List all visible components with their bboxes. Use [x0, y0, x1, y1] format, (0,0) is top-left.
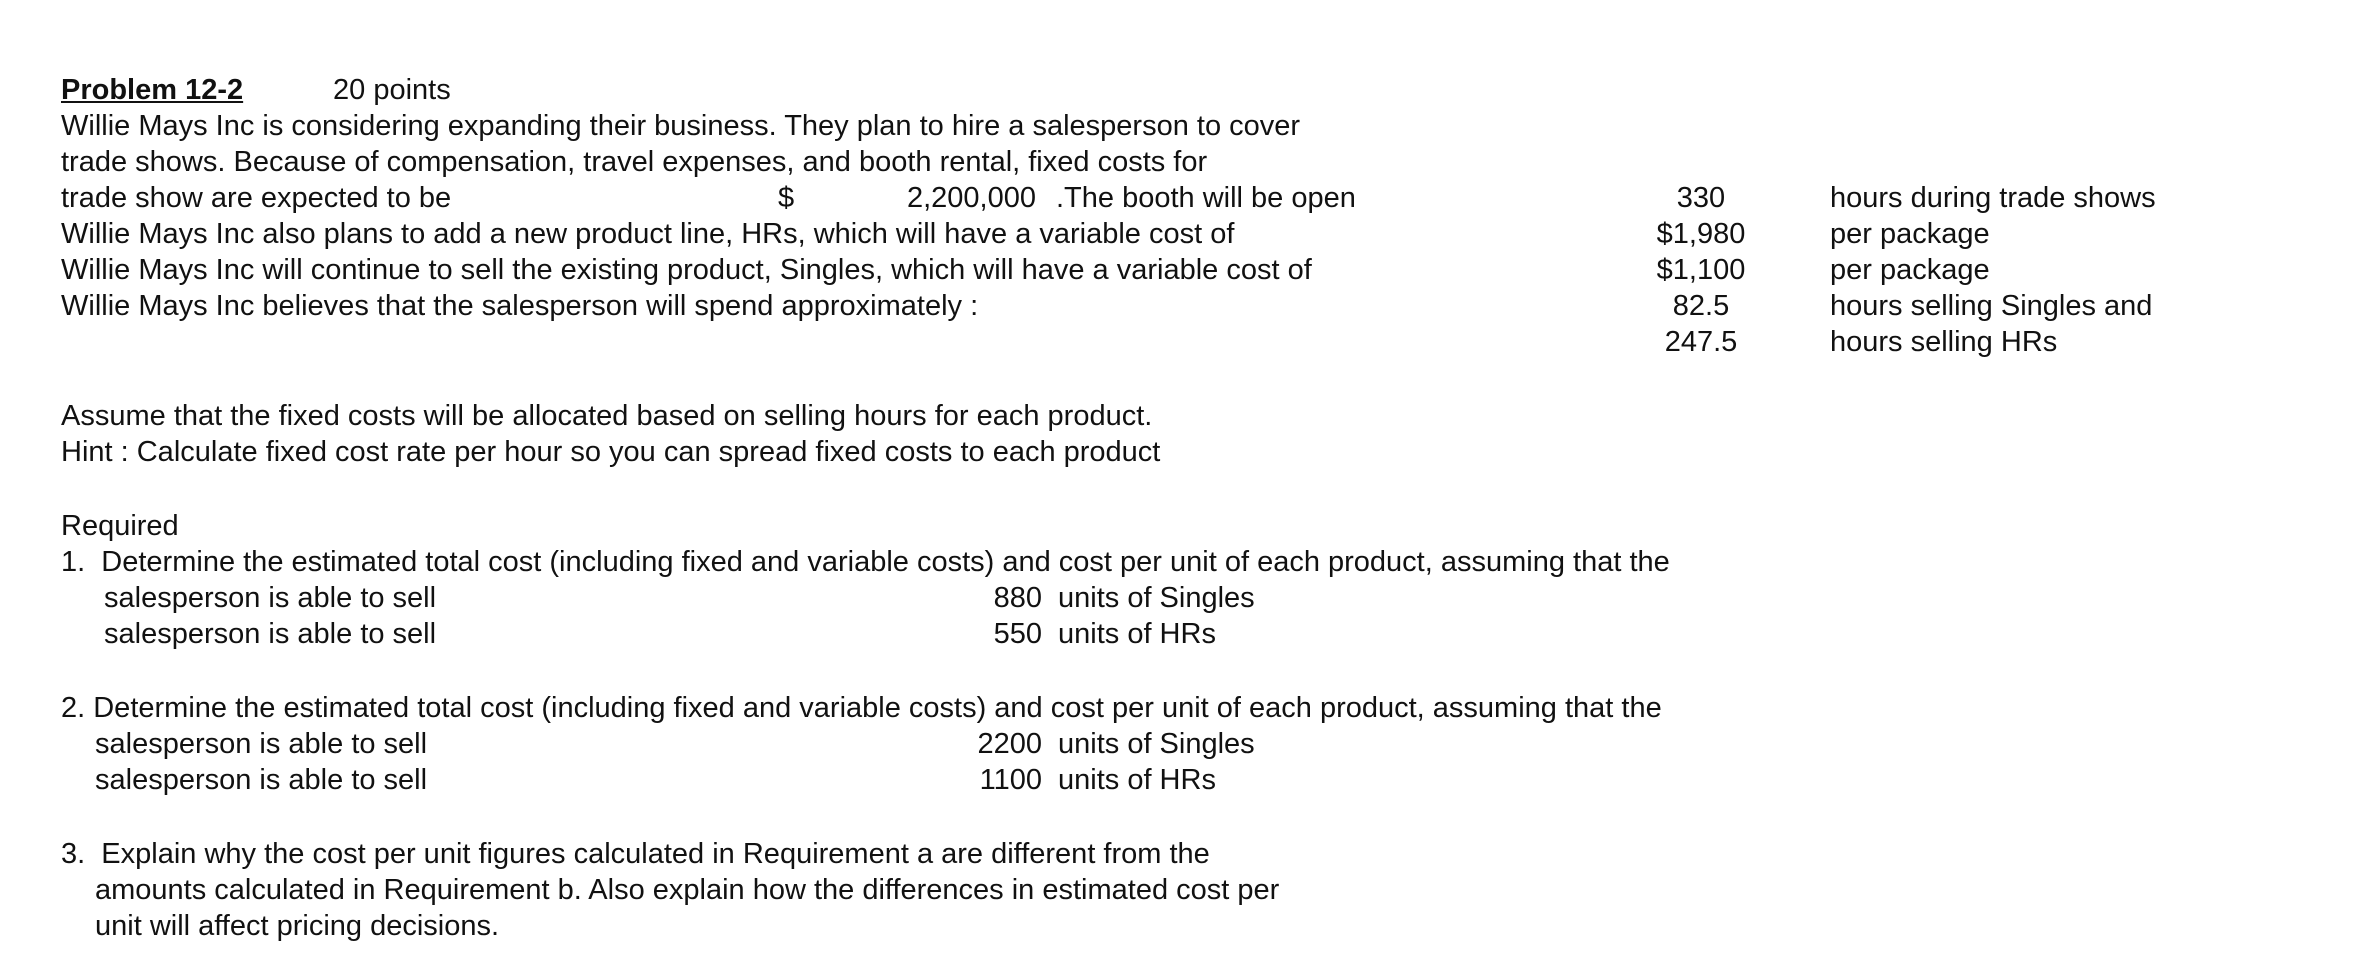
- booth-hours-value: 330: [1676, 182, 1726, 214]
- hrs-hours-value: 247.5: [1664, 326, 1738, 358]
- q1-row2-label: salesperson is able to sell: [104, 618, 437, 650]
- singles-cost-label: per package: [1830, 254, 1990, 286]
- singles-hours-value: 82.5: [1672, 290, 1730, 322]
- assumption-line-1: Assume that the fixed costs will be allocated based on selling hours for each product.: [61, 400, 1153, 432]
- intro-line-1: Willie Mays Inc is considering expanding their business. They plan to hire a salesperson to cover: [61, 110, 1301, 142]
- intro-line-2: trade shows. Because of compensation, travel expenses, and booth rental, fixed costs for: [61, 146, 1208, 178]
- problem-points: 20 points: [333, 74, 451, 106]
- intro-line-4: Willie Mays Inc also plans to add a new product line, HRs, which will have a variable cost of: [61, 218, 1235, 250]
- booth-open-text: .The booth will be open: [1056, 182, 1356, 214]
- hrs-cost-label: per package: [1830, 218, 1990, 250]
- question-2-text: 2. Determine the estimated total cost (including fixed and variable costs) and cost per unit of each product, assuming that the: [61, 692, 1662, 724]
- q2-row2-label: salesperson is able to sell: [95, 764, 428, 796]
- question-3-line-2: amounts calculated in Requirement b. Also explain how the differences in estimated cost per: [95, 874, 1280, 906]
- singles-hours-label: hours selling Singles and: [1830, 290, 2153, 322]
- q1-singles-units: 880: [993, 582, 1042, 614]
- question-3-line-3: unit will affect pricing decisions.: [95, 910, 500, 942]
- currency-symbol: $: [778, 182, 795, 214]
- q2-hrs-units: 1100: [979, 764, 1042, 796]
- required-heading: Required: [61, 510, 179, 542]
- q2-singles-units: 2200: [977, 728, 1042, 760]
- intro-line-3: trade show are expected to be: [61, 182, 452, 214]
- q2-row2-unit: units of HRs: [1058, 764, 1216, 796]
- assumption-hint: Hint : Calculate fixed cost rate per hour so you can spread fixed costs to each product: [61, 436, 1161, 468]
- q1-hrs-units: 550: [993, 618, 1042, 650]
- fixed-cost-value: 2,200,000: [906, 182, 1036, 214]
- problem-title: Problem 12-2: [61, 74, 244, 106]
- q1-row2-unit: units of HRs: [1058, 618, 1216, 650]
- intro-line-6: Willie Mays Inc believes that the salesperson will spend approximately :: [61, 290, 979, 322]
- q2-row1-label: salesperson is able to sell: [95, 728, 428, 760]
- singles-variable-cost: $1,100: [1656, 254, 1746, 286]
- q1-row1-label: salesperson is able to sell: [104, 582, 437, 614]
- intro-line-5: Willie Mays Inc will continue to sell the existing product, Singles, which will have a variable cost of: [61, 254, 1312, 286]
- q1-row1-unit: units of Singles: [1058, 582, 1255, 614]
- hrs-hours-label: hours selling HRs: [1830, 326, 2058, 358]
- question-1-text: 1. Determine the estimated total cost (including fixed and variable costs) and cost per unit of each product, assuming that the: [61, 546, 1670, 578]
- q2-row1-unit: units of Singles: [1058, 728, 1255, 760]
- booth-hours-label: hours during trade shows: [1830, 182, 2156, 214]
- question-3-line-1: 3. Explain why the cost per unit figures calculated in Requirement a are different from the: [61, 838, 1210, 870]
- hrs-variable-cost: $1,980: [1656, 218, 1746, 250]
